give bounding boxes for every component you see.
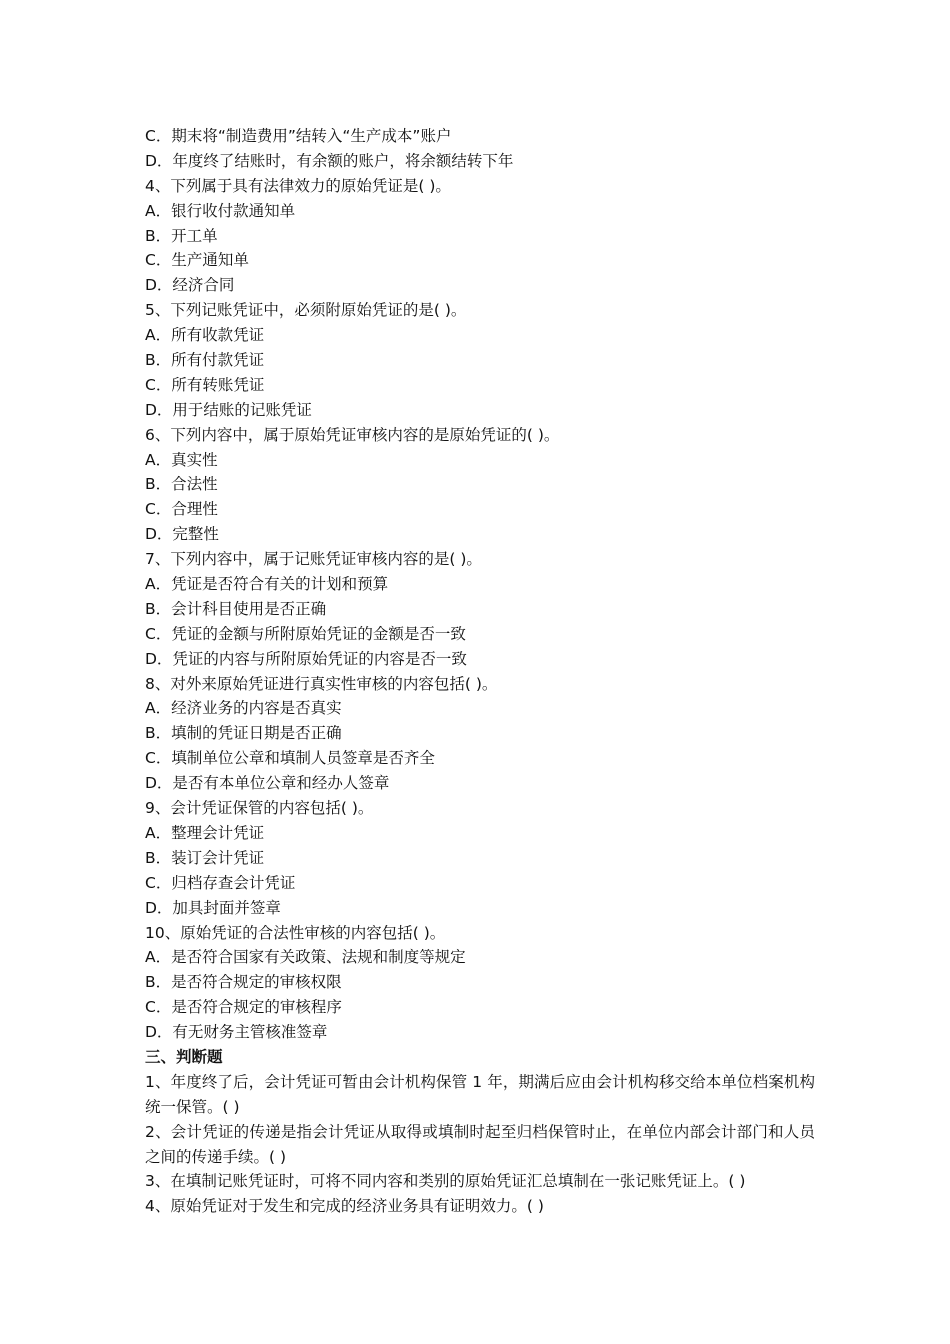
question-line: 8、对外来原始凭证进行真实性审核的内容包括( )。 [145,674,498,693]
judgement-item: 3、在填制记账凭证时，可将不同内容和类别的原始凭证汇总填制在一张记账凭证上。( ) [145,1172,746,1191]
option-line: B．开工单 [145,226,218,245]
judgement-item: 1、年度终了后，会计凭证可暂由会计机构保管 1 年，期满后应由会计机构移交给本单位档案机构统一保管。( ) [145,1072,815,1116]
question-line: 4、下列属于具有法律效力的原始凭证是( )。 [145,176,451,195]
option-line: B．所有付款凭证 [145,351,265,370]
option-line: B．是否符合规定的审核权限 [145,973,342,992]
option-line: B．填制的凭证日期是否正确 [145,724,342,743]
question-line: 10、原始凭证的合法性审核的内容包括( )。 [145,923,446,942]
question-line: 6、下列内容中，属于原始凭证审核内容的是原始凭证的( )。 [145,425,560,444]
option-line: A．银行收付款通知单 [145,201,296,220]
option-line: D．加具封面并签章 [145,898,281,917]
question-line: 7、下列内容中，属于记账凭证审核内容的是( )。 [145,550,482,569]
document-body [145,124,815,1219]
option-line: A．凭证是否符合有关的计划和预算 [145,575,389,594]
option-line: D．年度终了结账时，有余额的账户，将余额结转下年 [145,151,514,170]
option-line: B．装订会计凭证 [145,848,265,867]
judgement-item: 4、原始凭证对于发生和完成的经济业务具有证明效力。( ) [145,1197,544,1216]
judgement-item: 2、会计凭证的传递是指会计凭证从取得或填制时起至归档保管时止，在单位内部会计部门和人员之间的传递手续。( ) [145,1122,815,1166]
option-line: C．合理性 [145,500,218,519]
option-line: C．归档存查会计凭证 [145,873,296,892]
option-line: B．会计科目使用是否正确 [145,599,327,618]
option-line: D．凭证的内容与所附原始凭证的内容是否一致 [145,649,467,668]
option-line: A．整理会计凭证 [145,823,265,842]
option-line: B．合法性 [145,475,218,494]
section-heading: 三、判断题 [145,1047,223,1066]
option-line: C．生产通知单 [145,251,249,270]
option-line: C．凭证的金额与所附原始凭证的金额是否一致 [145,624,466,643]
question-line: 9、会计凭证保管的内容包括( )。 [145,799,374,818]
option-line: A．真实性 [145,450,218,469]
question-line: 5、下列记账凭证中，必须附原始凭证的是( )。 [145,301,467,320]
option-line: D．完整性 [145,525,219,544]
option-line: D．有无财务主管核准签章 [145,1023,328,1042]
option-line: A．是否符合国家有关政策、法规和制度等规定 [145,948,466,967]
option-line: D．用于结账的记账凭证 [145,400,312,419]
option-line: C．填制单位公章和填制人员签章是否齐全 [145,749,435,768]
option-line: C．是否符合规定的审核程序 [145,998,342,1017]
option-line: D．是否有本单位公章和经办人签章 [145,774,390,793]
option-line: D．经济合同 [145,276,235,295]
option-line: C．所有转账凭证 [145,375,265,394]
option-line: A．所有收款凭证 [145,326,265,345]
option-line: C．期末将“制造费用”结转入“生产成本”账户 [145,127,452,145]
option-line: A．经济业务的内容是否真实 [145,699,342,718]
